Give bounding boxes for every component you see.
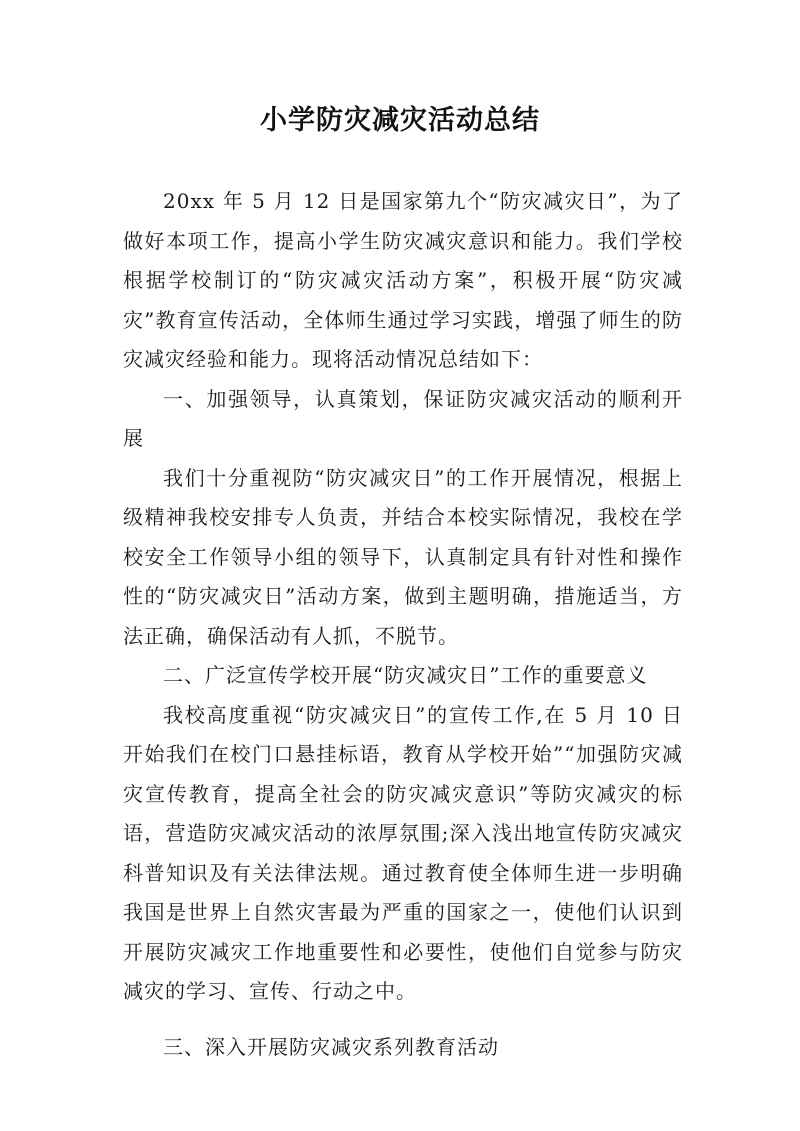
document-title: 小学防灾减灾活动总结 [260,105,540,136]
intro-paragraph: 20xx 年 5 月 12 日是国家第九个“防灾减灾日”，为了做好本项工作，提高小学生防灾减灾意识和能力。我们学校根据学校制订的“防灾减灾活动方案”，积极开展“防灾减灾”教育宣传活动，全体师生通过学习实践，增强了师生的防灾减灾经验和能力。现将活动情况总结如下： [123,189,683,371]
section-1-paragraph: 我们十分重视防“防灾减灾日”的工作开展情况，根据上级精神我校安排专人负责，并结合本校实际情况，我校在学校安全工作领导小组的领导下，认真制定具有针对性和操作性的“防灾减灾日”活动方案，做到主题明确，措施适当，方法正确，确保活动有人抓，不脱节。 [123,465,683,648]
section-heading-2: 二、广泛宣传学校开展“防灾减灾日”工作的重要意义 [163,663,648,687]
section-heading-1: 一、加强领导，认真策划，保证防灾减灾活动的顺利开展 [123,386,683,450]
section-heading-3: 三、深入开展防灾减灾系列教育活动 [163,1034,499,1059]
section-2-paragraph: 我校高度重视“防灾减灾日”的宣传工作,在 5 月 10 日开始我们在校门口悬挂标语，教育从学校开始”“加强防灾减灾宣传教育，提高全社会的防灾减灾意识”等防灾减灾的标语，营造防灾减灾活动的浓厚氛围;深入浅出地宣传防灾减灾科普知识及有关法律法规。通过教育使全体师生进一步明确我国是世界上自然灾害最为严重的国家之一，使他们认识到开展防灾减灾工作地重要性和必要性，使他们自觉参与防灾减灾的学习、宣传、行动之中。 [123,702,683,1003]
document-body [123,182,683,1067]
paragraph-gap [123,1012,683,1028]
